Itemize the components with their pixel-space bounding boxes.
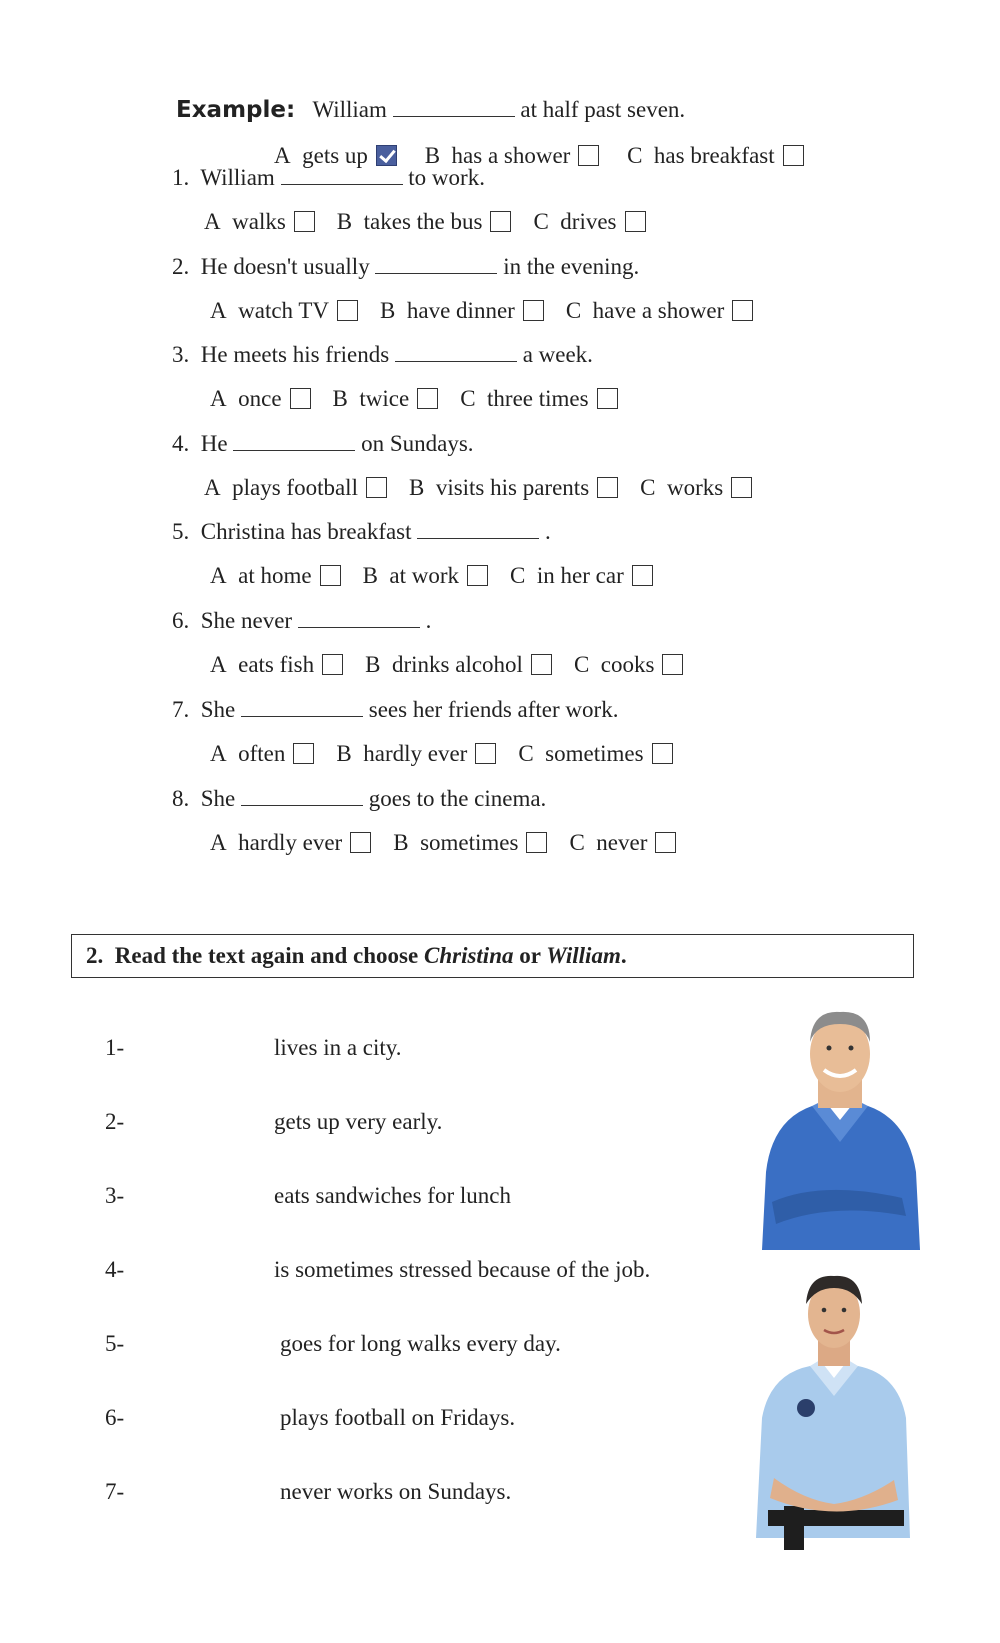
- answer-blank[interactable]: [281, 164, 403, 185]
- option-checkbox[interactable]: [467, 565, 488, 586]
- option-letter: C: [569, 830, 585, 855]
- option-c: [574, 652, 688, 677]
- option-letter: B: [393, 830, 409, 855]
- question-number: 3.: [172, 342, 190, 367]
- question-text-after: to work.: [408, 165, 485, 190]
- question-text-after: in the evening.: [503, 254, 640, 279]
- statement-number: 2-: [105, 1109, 125, 1134]
- example-blank[interactable]: [393, 96, 515, 117]
- option-checkbox[interactable]: [322, 654, 343, 675]
- option-c: [569, 830, 680, 855]
- option-text: cooks: [600, 652, 655, 677]
- question-3-options: [210, 385, 640, 413]
- question-number: 6.: [172, 608, 190, 633]
- question-text-before: She never: [200, 608, 293, 633]
- question-text-after: .: [425, 608, 432, 633]
- option-letter: A: [210, 386, 227, 411]
- option-checkbox[interactable]: [632, 565, 653, 586]
- question-1: [172, 164, 485, 192]
- example-checkbox-a[interactable]: [376, 145, 397, 166]
- example-before: William: [312, 97, 387, 122]
- example-option-a: A gets up: [274, 143, 401, 168]
- option-checkbox[interactable]: [320, 565, 341, 586]
- question-4: [172, 430, 474, 458]
- example-checkbox-c[interactable]: [783, 145, 804, 166]
- option-text: walks: [232, 209, 286, 234]
- question-5: [172, 518, 551, 546]
- question-number: 8.: [172, 786, 190, 811]
- question-1-options: [204, 208, 668, 236]
- option-b: [337, 209, 516, 234]
- option-a: [210, 386, 315, 411]
- man-photo: [752, 1002, 928, 1250]
- question-7: [172, 696, 618, 724]
- statement-number: 1-: [105, 1035, 125, 1060]
- question-4-options: [204, 474, 774, 502]
- option-letter: A: [210, 652, 227, 677]
- statement-text: plays football on Fridays.: [280, 1405, 516, 1430]
- option-b: [409, 475, 622, 500]
- option-text: sometimes: [545, 741, 644, 766]
- option-b: [365, 652, 556, 677]
- question-text-before: Christina has breakfast: [200, 519, 412, 544]
- question-5-options: [210, 562, 675, 590]
- question-text-after: on Sundays.: [361, 431, 474, 456]
- option-a: [210, 652, 347, 677]
- answer-blank[interactable]: [395, 341, 517, 362]
- option-checkbox[interactable]: [731, 477, 752, 498]
- question-2: [172, 253, 639, 281]
- option-checkbox[interactable]: [655, 832, 676, 853]
- option-letter: B: [336, 209, 353, 234]
- question-text-before: She: [200, 697, 236, 722]
- question-number: 1.: [172, 165, 190, 190]
- option-letter: B: [365, 652, 381, 677]
- question-text-before: He meets his friends: [200, 342, 390, 367]
- option-c: [510, 563, 657, 588]
- question-text-before: She: [200, 786, 236, 811]
- option-a: [204, 209, 319, 234]
- option-a: [204, 475, 391, 500]
- section2-header: [71, 934, 914, 978]
- statement-number: 5-: [105, 1331, 125, 1356]
- option-b: [380, 298, 548, 323]
- option-text: twice: [359, 386, 410, 411]
- question-text-after: .: [545, 519, 551, 544]
- option-text: once: [238, 386, 282, 411]
- question-2-options: [210, 297, 775, 325]
- option-text: often: [238, 741, 286, 766]
- option-text: drinks alcohol: [391, 652, 523, 677]
- option-letter: A: [210, 741, 227, 766]
- option-letter: C: [533, 209, 549, 234]
- option-checkbox[interactable]: [290, 388, 311, 409]
- option-text: sometimes: [420, 830, 519, 855]
- option-checkbox[interactable]: [490, 211, 511, 232]
- option-letter: C: [460, 386, 476, 411]
- option-checkbox[interactable]: [662, 654, 683, 675]
- option-b: [336, 741, 500, 766]
- example-after: at half past seven.: [520, 97, 686, 122]
- statement-text: never works on Sundays.: [280, 1479, 512, 1504]
- example-label: Example:: [176, 97, 296, 123]
- option-c: [518, 741, 676, 766]
- option-checkbox[interactable]: [523, 300, 544, 321]
- option-letter: B: [336, 741, 352, 766]
- question-number: 2.: [172, 254, 190, 279]
- option-letter: B: [380, 298, 396, 323]
- option-checkbox[interactable]: [417, 388, 438, 409]
- option-letter: A: [210, 830, 227, 855]
- question-text-after: sees her friends after work.: [368, 697, 619, 722]
- answer-blank[interactable]: [298, 607, 420, 628]
- option-text: have dinner: [406, 298, 515, 323]
- example-option-b: B has a shower: [425, 143, 604, 168]
- option-text: eats fish: [238, 652, 315, 677]
- option-checkbox[interactable]: [293, 743, 314, 764]
- option-a: [210, 741, 318, 766]
- question-7-options: [210, 740, 695, 768]
- option-text: takes the bus: [363, 209, 483, 234]
- option-checkbox[interactable]: [526, 832, 547, 853]
- option-letter: C: [565, 298, 582, 323]
- option-letter: C: [518, 741, 534, 766]
- option-a: [210, 298, 362, 323]
- option-checkbox[interactable]: [597, 477, 618, 498]
- option-letter: A: [210, 563, 227, 588]
- question-6-options: [210, 651, 705, 679]
- option-text: hardly ever: [363, 741, 468, 766]
- woman-photo: [744, 1268, 924, 1558]
- option-letter: A: [204, 209, 221, 234]
- option-letter: B: [332, 386, 348, 411]
- statement-text: gets up very early.: [274, 1109, 443, 1134]
- option-checkbox[interactable]: [294, 211, 315, 232]
- question-8-options: [210, 829, 698, 857]
- question-number: 5.: [172, 519, 190, 544]
- option-checkbox[interactable]: [475, 743, 496, 764]
- statement-text: goes for long walks every day.: [280, 1331, 561, 1356]
- statement-text: eats sandwiches for lunch: [274, 1183, 511, 1208]
- option-text: visits his parents: [435, 475, 590, 500]
- option-b: [363, 563, 492, 588]
- option-c: [640, 475, 756, 500]
- example-line: [176, 96, 685, 124]
- question-text-after: a week.: [522, 342, 593, 367]
- question-3: [172, 341, 593, 369]
- question-number: 4.: [172, 431, 190, 456]
- question-text-after: goes to the cinema.: [368, 786, 547, 811]
- answer-blank[interactable]: [241, 696, 363, 717]
- option-text: at home: [238, 563, 312, 588]
- statement-number: 3-: [105, 1183, 125, 1208]
- option-a: [210, 830, 375, 855]
- option-a: [210, 563, 345, 588]
- option-checkbox[interactable]: [531, 654, 552, 675]
- option-text: watch TV: [238, 298, 330, 323]
- option-checkbox[interactable]: [597, 388, 618, 409]
- option-b: [393, 830, 551, 855]
- statement-text: is sometimes stressed because of the job.: [274, 1257, 651, 1282]
- option-checkbox[interactable]: [732, 300, 753, 321]
- option-checkbox[interactable]: [652, 743, 673, 764]
- answer-blank[interactable]: [375, 253, 497, 274]
- statement-number: 4-: [105, 1257, 125, 1282]
- statement-number: 6-: [105, 1405, 125, 1430]
- option-letter: B: [408, 475, 425, 500]
- option-text: hardly ever: [238, 830, 343, 855]
- option-c: [566, 298, 757, 323]
- option-text: drives: [560, 209, 617, 234]
- answer-blank[interactable]: [233, 430, 355, 451]
- option-text: plays football: [232, 475, 358, 500]
- option-text: have a shower: [592, 298, 725, 323]
- option-checkbox[interactable]: [337, 300, 358, 321]
- option-letter: A: [204, 475, 221, 500]
- option-c: [460, 386, 621, 411]
- option-text: three times: [487, 386, 589, 411]
- option-letter: C: [510, 563, 526, 588]
- question-8: [172, 785, 546, 813]
- answer-blank[interactable]: [417, 518, 539, 539]
- example-checkbox-b[interactable]: [578, 145, 599, 166]
- option-text: in her car: [536, 563, 624, 588]
- option-letter: C: [573, 652, 590, 677]
- statement-number: 7-: [105, 1479, 125, 1504]
- option-text: at work: [389, 563, 460, 588]
- option-c: [533, 209, 649, 234]
- option-checkbox[interactable]: [625, 211, 646, 232]
- option-text: works: [667, 475, 724, 500]
- option-checkbox[interactable]: [366, 477, 387, 498]
- example-option-c: C has breakfast: [627, 143, 808, 168]
- question-text-before: William: [200, 165, 275, 190]
- option-b: [333, 386, 443, 411]
- question-text-before: He doesn't usually: [200, 254, 370, 279]
- question-text-before: He: [200, 431, 228, 456]
- statement-text: lives in a city.: [274, 1035, 402, 1060]
- option-text: never: [596, 830, 648, 855]
- option-letter: B: [362, 563, 378, 588]
- option-letter: A: [210, 298, 227, 323]
- answer-blank[interactable]: [241, 785, 363, 806]
- question-6: [172, 607, 431, 635]
- option-letter: C: [640, 475, 656, 500]
- option-checkbox[interactable]: [350, 832, 371, 853]
- section2-title: 2. Read the text again and choose Christina or William.: [86, 943, 627, 968]
- question-number: 7.: [172, 697, 190, 722]
